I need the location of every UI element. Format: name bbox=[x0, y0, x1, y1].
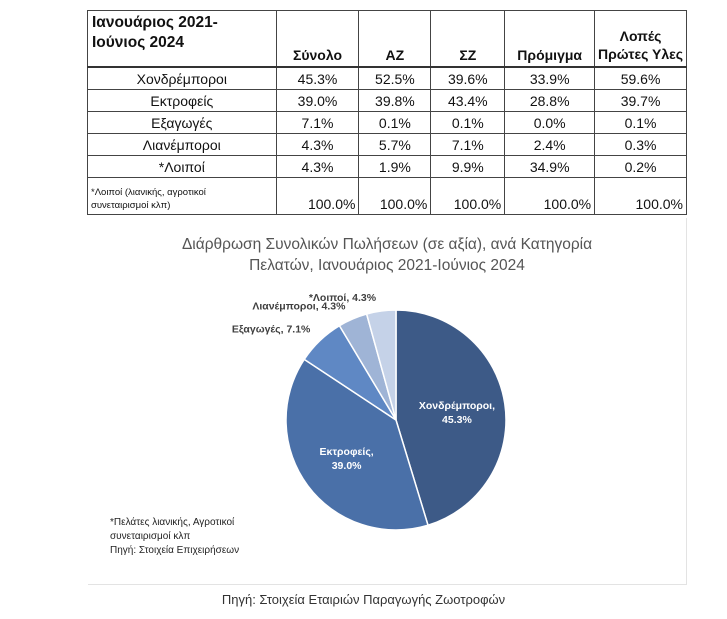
col-header-other-raw-materials bbox=[595, 11, 687, 68]
pie-slice-label: Εκτροφείς, bbox=[319, 445, 374, 458]
chart-note-source: Πηγή: Στοιχεία Επιχειρήσεων bbox=[110, 545, 240, 556]
chart-title-line-1: Διάρθρωση Συνολικών Πωλήσεων (σε αξία), ανά Κατηγορία bbox=[181, 236, 593, 253]
table-body bbox=[88, 67, 687, 178]
chart-note-line-1: *Πελάτες λιανικής, Αγροτικοί bbox=[110, 517, 235, 528]
period-header-line-1: Ιανουάριος 2021- bbox=[92, 14, 218, 31]
col-header-premix: Πρόμιγμα bbox=[505, 11, 595, 68]
pie-slice-outside-label: Λιανέμποροι, 4.3% bbox=[252, 300, 346, 313]
table-row bbox=[88, 134, 687, 156]
totals-note-line-1: *Λοιποί (λιανικής, αγροτικοί bbox=[91, 187, 206, 198]
table-cell: 45.3% bbox=[276, 67, 359, 90]
table-cell: 28.8% bbox=[505, 90, 595, 112]
pie-slice-label: Χονδρέμποροι, bbox=[418, 399, 496, 412]
table-cell: 0.1% bbox=[359, 112, 431, 134]
table-cell: 33.9% bbox=[505, 67, 595, 90]
figure-caption: Πηγή: Στοιχεία Εταιριών Παραγωγής Ζωοτροφών bbox=[221, 592, 506, 607]
col-header-other-line-1: Λοπές bbox=[619, 28, 662, 44]
table-cell: 0.1% bbox=[595, 112, 687, 134]
pie-slice-value-label: 39.0% bbox=[331, 459, 362, 472]
table-cell: 43.4% bbox=[431, 90, 505, 112]
table-cell: 5.7% bbox=[359, 134, 431, 156]
row-label: Εκτροφείς bbox=[88, 90, 277, 112]
table-cell: 39.8% bbox=[359, 90, 431, 112]
table-row bbox=[88, 156, 687, 178]
total-cell: 100.0% bbox=[276, 178, 359, 215]
table-cell: 34.9% bbox=[505, 156, 595, 178]
table-row bbox=[88, 67, 687, 90]
col-header-other-line-2: Πρώτες Υλες bbox=[598, 46, 684, 62]
table-cell: 0.3% bbox=[595, 134, 687, 156]
table-cell: 7.1% bbox=[276, 112, 359, 134]
table-header-row bbox=[88, 11, 687, 68]
totals-note bbox=[88, 178, 277, 215]
table-cell: 52.5% bbox=[359, 67, 431, 90]
period-header-line-2: Ιούνιος 2024 bbox=[92, 34, 185, 51]
row-label: Λιανέμποροι bbox=[88, 134, 277, 156]
row-label: Χονδρέμποροι bbox=[88, 67, 277, 90]
col-header-az: ΑΖ bbox=[359, 11, 431, 68]
table-row bbox=[88, 112, 687, 134]
sales-structure-table bbox=[87, 10, 687, 215]
table-cell: 0.2% bbox=[595, 156, 687, 178]
total-cell: 100.0% bbox=[595, 178, 687, 215]
chart-title-line-2: Πελατών, Ιανουάριος 2021-Ιούνιος 2024 bbox=[249, 257, 525, 274]
total-cell: 100.0% bbox=[359, 178, 431, 215]
pie-chart-panel bbox=[88, 218, 687, 585]
table-cell: 39.0% bbox=[276, 90, 359, 112]
chart-notes bbox=[110, 516, 239, 558]
col-header-total: Σύνολο bbox=[276, 11, 359, 68]
row-label: Εξαγωγές bbox=[88, 112, 277, 134]
table-totals-row bbox=[88, 178, 687, 215]
table-cell: 1.9% bbox=[359, 156, 431, 178]
table-row bbox=[88, 90, 687, 112]
pie-slice-value-label: 45.3% bbox=[442, 413, 472, 426]
table-cell: 2.4% bbox=[505, 134, 595, 156]
table-cell: 4.3% bbox=[276, 134, 359, 156]
pie-slice-outside-label: *Λοιποί, 4.3% bbox=[308, 292, 377, 305]
table-cell: 39.6% bbox=[431, 67, 505, 90]
chart-note-line-2: συνεταιρισμοί κλπ bbox=[110, 531, 191, 542]
table-cell: 4.3% bbox=[276, 156, 359, 178]
table-cell: 59.6% bbox=[595, 67, 687, 90]
table-cell: 39.7% bbox=[595, 90, 687, 112]
row-label: *Λοιποί bbox=[88, 156, 277, 178]
table-cell: 0.1% bbox=[431, 112, 505, 134]
table-cell: 9.9% bbox=[431, 156, 505, 178]
totals-note-line-2: συνεταιρισμοί κλπ) bbox=[91, 200, 171, 211]
total-cell: 100.0% bbox=[431, 178, 505, 215]
pie-slice-outside-label: Εξαγωγές, 7.1% bbox=[231, 323, 311, 336]
total-cell: 100.0% bbox=[505, 178, 595, 215]
col-header-sz: ΣΖ bbox=[431, 11, 505, 68]
table-cell: 0.0% bbox=[505, 112, 595, 134]
period-header bbox=[88, 11, 277, 68]
table-cell: 7.1% bbox=[431, 134, 505, 156]
